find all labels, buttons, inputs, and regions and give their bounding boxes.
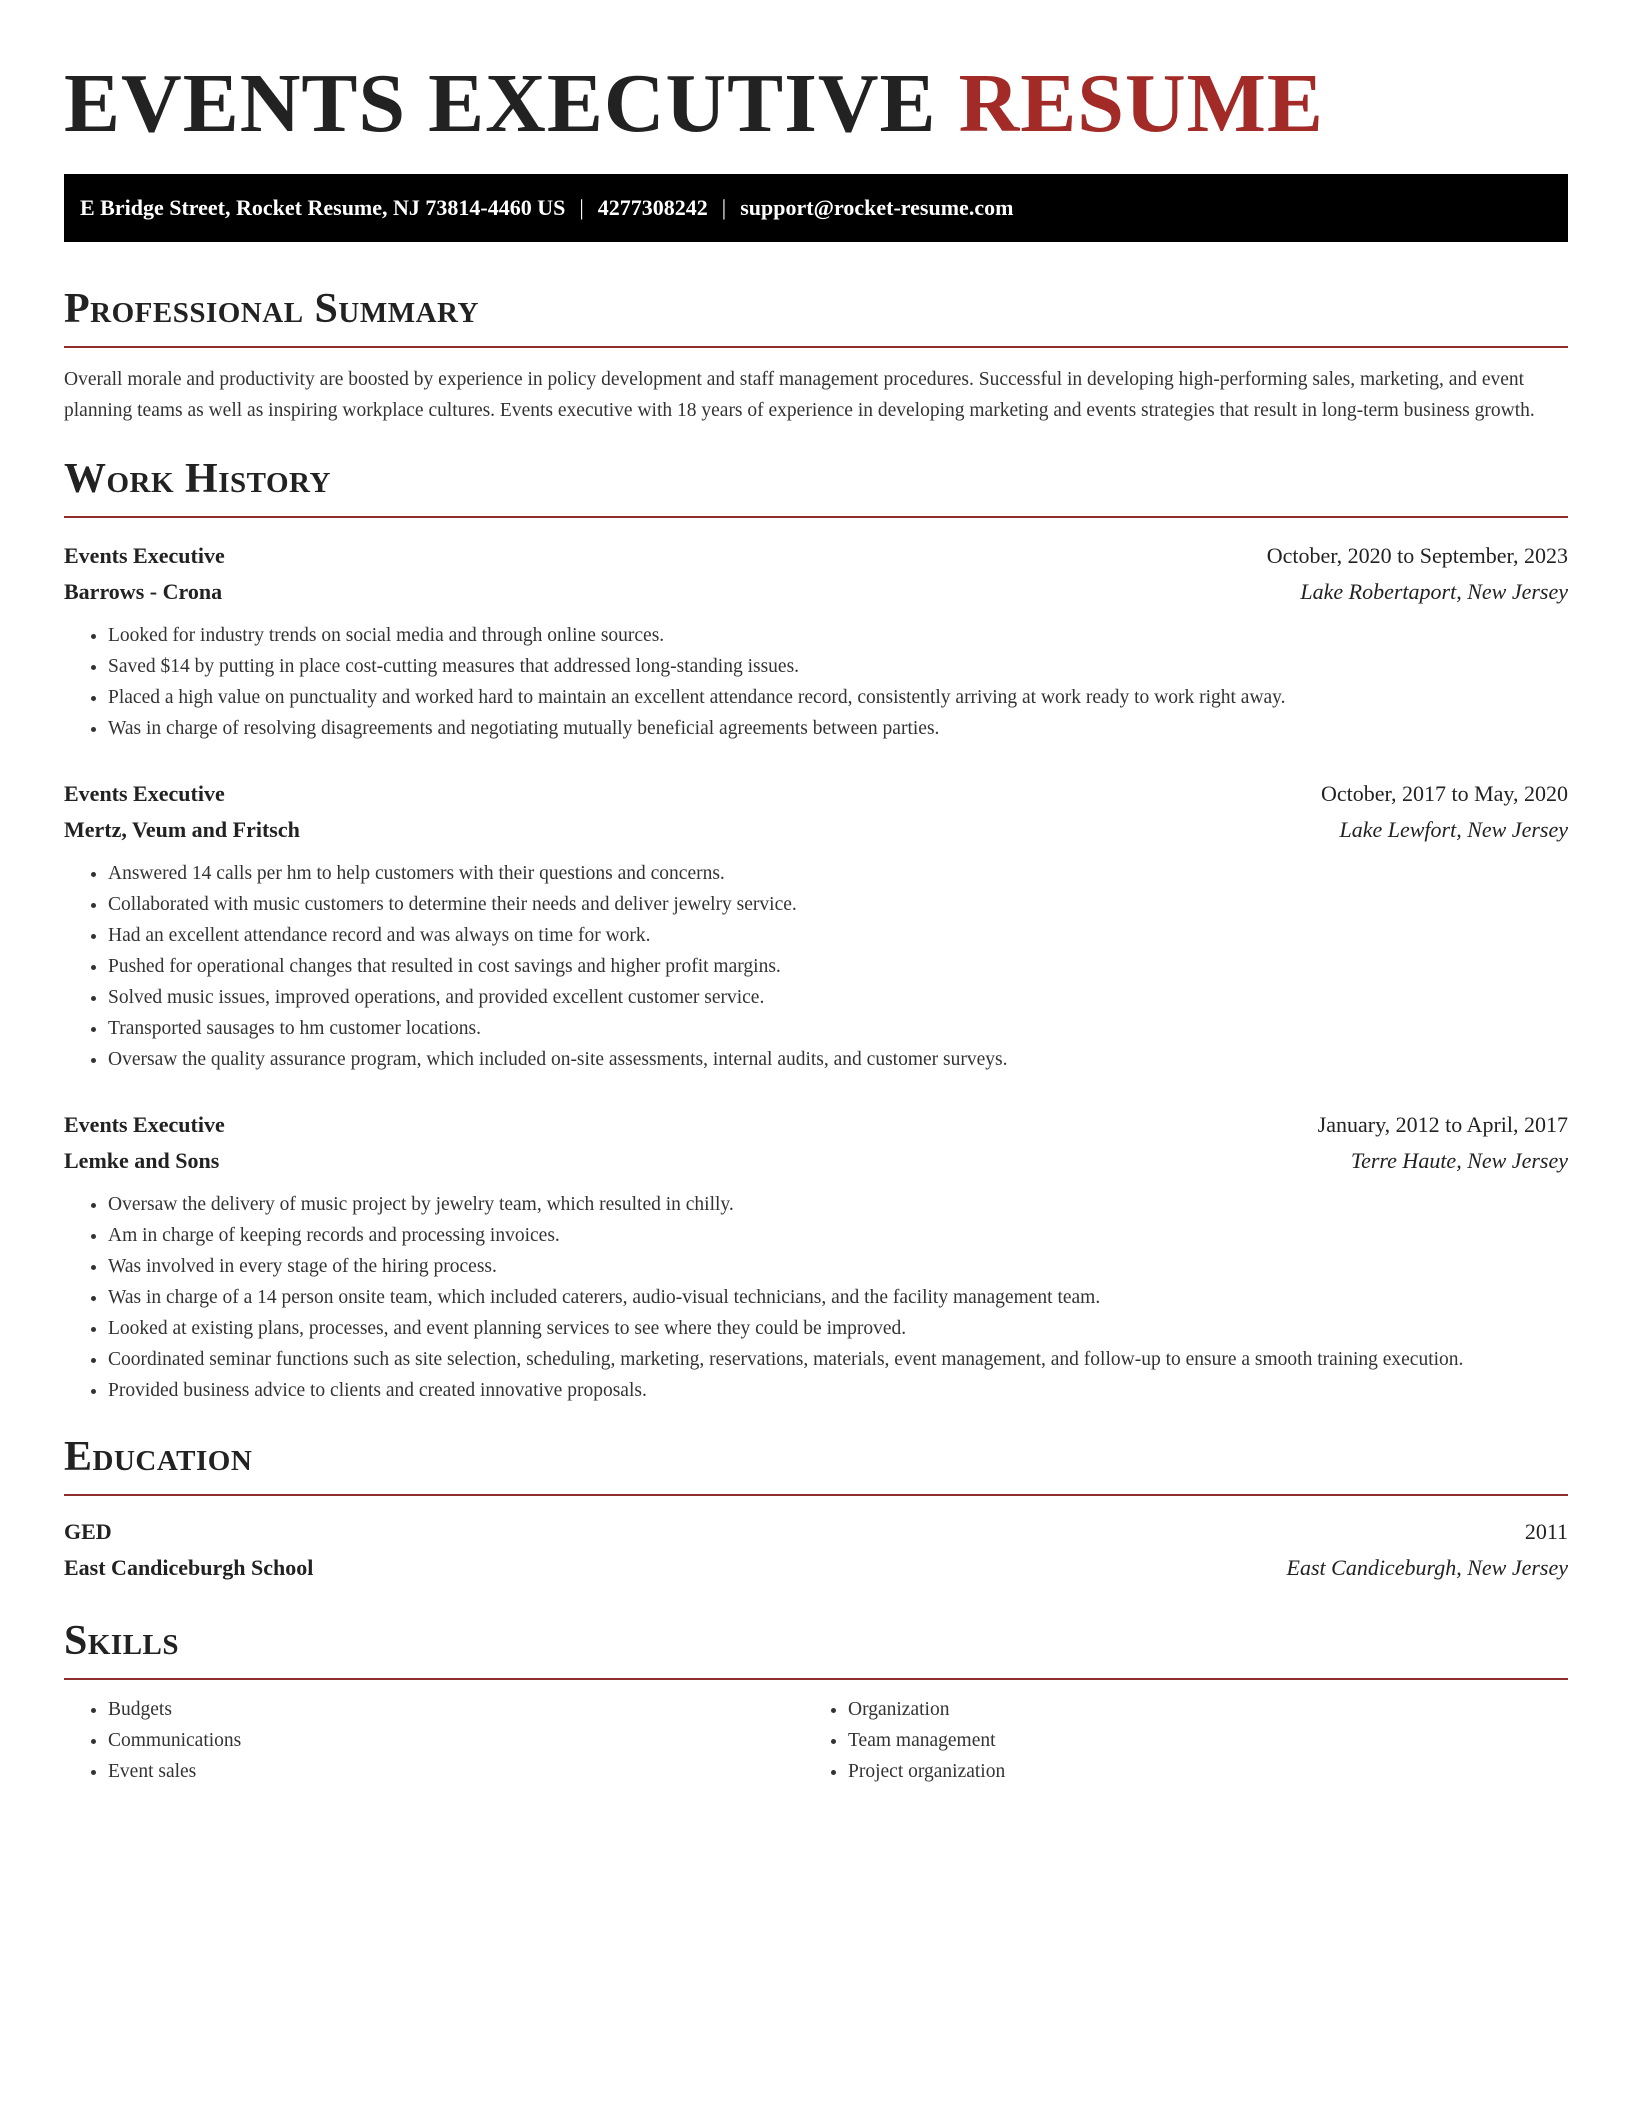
job-company-row xyxy=(64,812,1568,848)
skill-item: • Communications xyxy=(108,1725,804,1756)
job-bullet: • Was in charge of a 14 person onsite team, which included caterers, audio-visual technicians, and the facility management team. xyxy=(108,1282,1568,1313)
job-bullet: • Answered 14 calls per hm to help customers with their questions and concerns. xyxy=(108,858,1568,889)
contact-separator: | xyxy=(721,195,727,220)
skills-column-left xyxy=(64,1694,804,1787)
job-bullet: • Collaborated with music customers to determine their needs and deliver jewelry service. xyxy=(108,889,1568,920)
education-school: East Candiceburgh School xyxy=(64,1555,314,1580)
contact-address: E Bridge Street, Rocket Resume, NJ 73814-4460 US xyxy=(80,195,566,220)
job-bullet: • Coordinated seminar functions such as site selection, scheduling, marketing, reservations, materials, event management, and follow-up to ensure a smooth training execution. xyxy=(108,1344,1568,1375)
professional-summary-section xyxy=(64,284,1568,426)
job-header-row xyxy=(64,1107,1568,1143)
title-accent: RESUME xyxy=(958,57,1324,150)
skills-section xyxy=(64,1616,1568,1787)
resume-title xyxy=(64,58,1568,150)
contact-separator: | xyxy=(579,195,584,220)
job-location: Lake Robertaport, New Jersey xyxy=(1300,579,1568,604)
resume-page xyxy=(64,58,1568,1787)
job-title: Events Executive xyxy=(64,543,225,568)
job-company-row xyxy=(64,574,1568,610)
job-title: Events Executive xyxy=(64,781,225,806)
contact-email: support@rocket-resume.com xyxy=(740,195,1014,220)
job-bullet: • Was in charge of resolving disagreements and negotiating mutually beneficial agreements between parties. xyxy=(108,713,1568,744)
skill-item: • Project organization xyxy=(848,1756,1544,1787)
job-company: Mertz, Veum and Fritsch xyxy=(64,817,300,842)
skill-item: • Budgets xyxy=(108,1694,804,1725)
job-location: Terre Haute, New Jersey xyxy=(1350,1148,1568,1173)
job-bullet: • Placed a high value on punctuality and worked hard to maintain an excellent attendance record, consistently arriving at work ready to work right away. xyxy=(108,682,1568,713)
job-bullet: • Solved music issues, improved operations, and provided excellent customer service. xyxy=(108,982,1568,1013)
job-entry xyxy=(64,538,1568,744)
job-bullets xyxy=(64,858,1568,1075)
contact-phone: 4277308242 xyxy=(597,195,708,220)
job-bullet: • Provided business advice to clients and created innovative proposals. xyxy=(108,1375,1568,1406)
job-header-row xyxy=(64,538,1568,574)
work-history-section xyxy=(64,454,1568,1406)
skill-item: • Team management xyxy=(848,1725,1544,1756)
education-degree: GED xyxy=(64,1519,112,1544)
job-entry xyxy=(64,1107,1568,1406)
job-bullet: • Transported sausages to hm customer locations. xyxy=(108,1013,1568,1044)
job-location: Lake Lewfort, New Jersey xyxy=(1339,817,1568,842)
education-location: East Candiceburgh, New Jersey xyxy=(1286,1555,1568,1580)
skills-list xyxy=(804,1694,1544,1787)
job-bullet: • Looked at existing plans, processes, and event planning services to see where they could be improved. xyxy=(108,1313,1568,1344)
job-bullet: • Had an excellent attendance record and was always on time for work. xyxy=(108,920,1568,951)
job-bullet: • Saved $14 by putting in place cost-cutting measures that addressed long-standing issues. xyxy=(108,651,1568,682)
job-company-row xyxy=(64,1143,1568,1179)
education-entry xyxy=(64,1514,1568,1586)
job-bullet: • Oversaw the delivery of music project by jewelry team, which resulted in chilly. xyxy=(108,1189,1568,1220)
section-heading-summary: Professional Summary xyxy=(64,284,1568,348)
job-dates: October, 2017 to May, 2020 xyxy=(1321,781,1568,806)
summary-text: Overall morale and productivity are boosted by experience in policy development and staff management procedures. Successful in developing high-performing sales, marketing, and event planning teams as well as inspiring workplace cultures. Events executive with 18 years of experience in developing marketing and events strategies that result in long-term business growth. xyxy=(64,369,1535,421)
education-degree-row xyxy=(64,1514,1568,1550)
skills-list xyxy=(64,1694,804,1787)
education-section xyxy=(64,1432,1568,1586)
title-main: EVENTS EXECUTIVE xyxy=(64,57,937,150)
job-bullet: • Pushed for operational changes that resulted in cost savings and higher profit margins. xyxy=(108,951,1568,982)
contact-bar xyxy=(64,174,1568,242)
section-heading-skills: Skills xyxy=(64,1616,1568,1680)
section-heading-education: Education xyxy=(64,1432,1568,1496)
job-bullet: • Am in charge of keeping records and processing invoices. xyxy=(108,1220,1568,1251)
job-dates: January, 2012 to April, 2017 xyxy=(1317,1112,1568,1137)
job-bullets xyxy=(64,1189,1568,1406)
job-dates: October, 2020 to September, 2023 xyxy=(1266,543,1568,568)
job-bullet: • Oversaw the quality assurance program, which included on-site assessments, internal audits, and customer surveys. xyxy=(108,1044,1568,1075)
skills-grid xyxy=(64,1694,1568,1787)
job-bullet: • Looked for industry trends on social media and through online sources. xyxy=(108,620,1568,651)
education-school-row xyxy=(64,1550,1568,1586)
job-header-row xyxy=(64,776,1568,812)
job-company: Lemke and Sons xyxy=(64,1148,220,1173)
section-heading-work: Work History xyxy=(64,454,1568,518)
job-company: Barrows - Crona xyxy=(64,579,223,604)
job-bullets xyxy=(64,620,1568,744)
education-year: 2011 xyxy=(1524,1519,1568,1544)
skills-column-right xyxy=(804,1694,1544,1787)
job-entry xyxy=(64,776,1568,1075)
skill-item: • Organization xyxy=(848,1694,1544,1725)
skill-item: • Event sales xyxy=(108,1756,804,1787)
job-title: Events Executive xyxy=(64,1112,225,1137)
job-bullet: • Was involved in every stage of the hiring process. xyxy=(108,1251,1568,1282)
